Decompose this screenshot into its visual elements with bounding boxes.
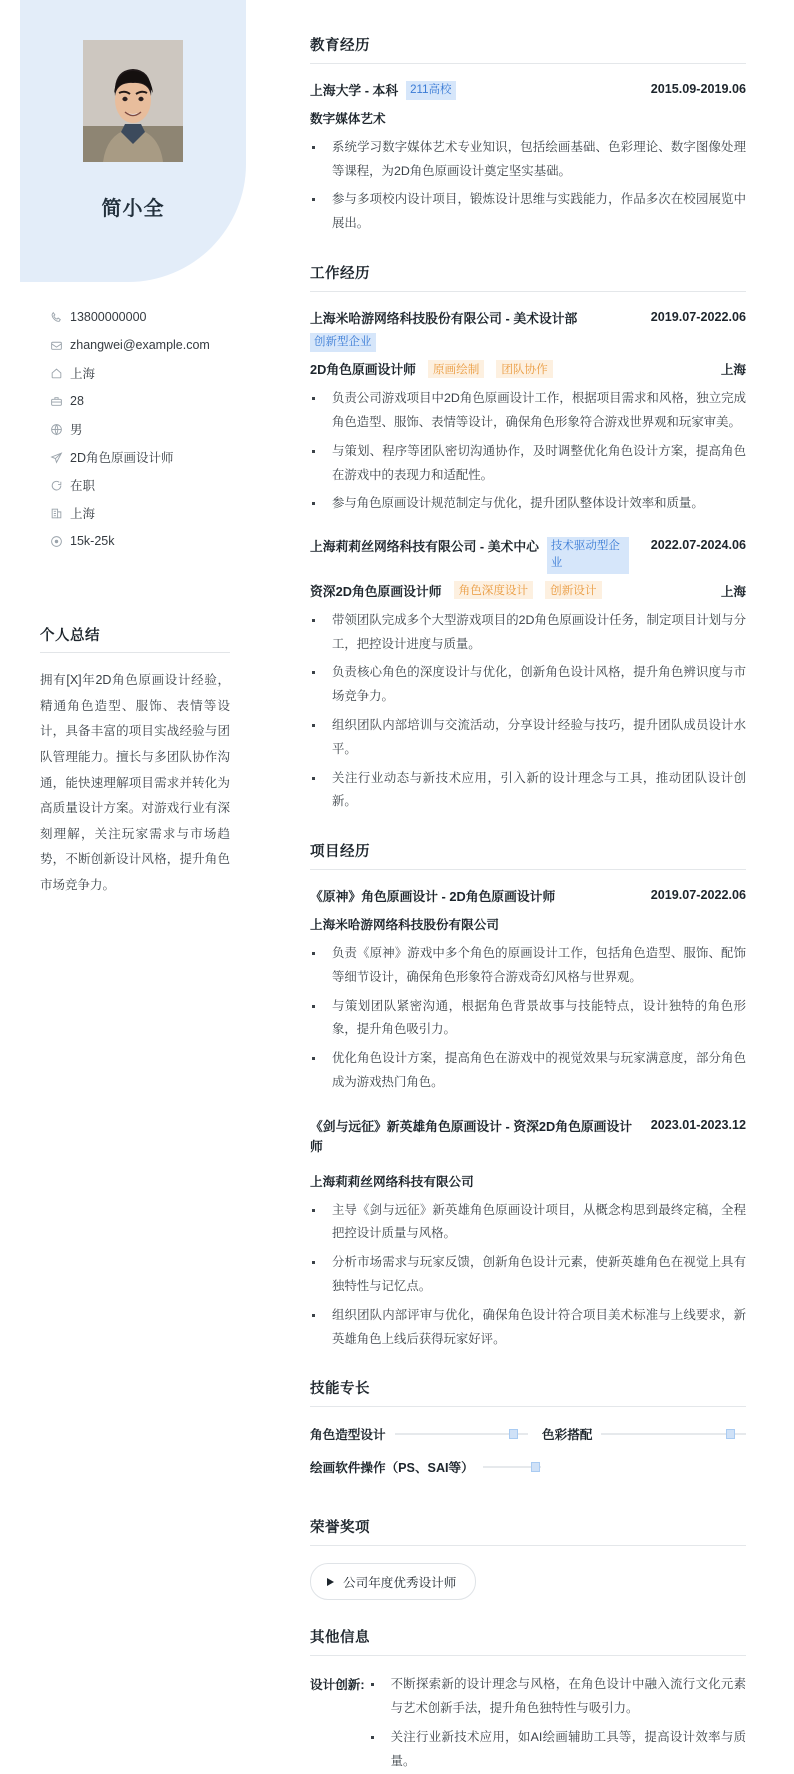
slider-thumb[interactable] bbox=[726, 1429, 735, 1439]
contact-item-status bbox=[50, 471, 265, 499]
slider-thumb[interactable] bbox=[531, 1462, 540, 1472]
skill-label: 角色造型设计 bbox=[310, 1428, 386, 1443]
list-item: 组织团队内部培训与交流活动，分享设计经验与技巧，提升团队成员设计水平。 bbox=[310, 714, 746, 762]
contact-item-email bbox=[50, 331, 265, 359]
skill-level-slider[interactable] bbox=[601, 1427, 746, 1441]
other-info-heading: 其他信息 bbox=[310, 1626, 746, 1656]
contact-item-position bbox=[50, 443, 265, 471]
contact-item-hometown bbox=[50, 359, 265, 387]
summary-heading: 个人总结 bbox=[40, 624, 230, 653]
target-icon bbox=[50, 535, 70, 548]
contact-value: 在职 bbox=[70, 479, 96, 493]
list-item: 优化角色设计方案，提高角色在游戏中的视觉效果与玩家满意度，部分角色成为游戏热门角色。 bbox=[310, 1047, 746, 1095]
projects-heading: 项目经历 bbox=[310, 840, 746, 870]
skill-tag: 角色深度设计 bbox=[454, 581, 534, 599]
education-date: 2015.09-2019.06 bbox=[650, 82, 746, 96]
project-date: 2019.07-2022.06 bbox=[650, 888, 746, 903]
contact-item-salary bbox=[50, 527, 265, 555]
company-name: 上海莉莉丝网络科技有限公司 - 美术中心 bbox=[310, 539, 539, 555]
resume-main-column bbox=[310, 34, 746, 1774]
projects-section bbox=[310, 840, 746, 1351]
list-item: 与策划团队紧密沟通，根据角色背景故事与技能特点，设计独特的角色形象，提升角色吸引力。 bbox=[310, 995, 746, 1043]
contact-item-phone bbox=[50, 303, 265, 331]
skill-label: 绘画软件操作（PS、SAI等） bbox=[310, 1461, 474, 1476]
skills-grid bbox=[310, 1424, 746, 1490]
company-name: 上海米哈游网络科技股份有限公司 - 美术设计部 bbox=[310, 311, 578, 327]
work-date: 2022.07-2024.06 bbox=[650, 538, 746, 553]
slider-track bbox=[395, 1433, 528, 1435]
slider-track bbox=[601, 1433, 746, 1435]
entry-left bbox=[310, 537, 645, 574]
mail-icon bbox=[50, 339, 70, 352]
profile-photo-panel bbox=[20, 0, 246, 282]
work-city: 上海 bbox=[720, 363, 746, 378]
work-heading: 工作经历 bbox=[310, 262, 746, 292]
entry-left bbox=[310, 81, 645, 101]
project-entry bbox=[310, 887, 746, 1095]
entry-header bbox=[310, 309, 746, 352]
entry-header bbox=[310, 537, 746, 574]
project-bullets bbox=[310, 1199, 746, 1352]
other-info-section bbox=[310, 1626, 746, 1773]
list-item: 参与角色原画设计规范制定与优化，提升团队整体设计效率和质量。 bbox=[310, 492, 746, 516]
skill-label: 色彩搭配 bbox=[542, 1428, 593, 1443]
skill-item bbox=[310, 1457, 746, 1476]
entry-header bbox=[310, 1117, 746, 1157]
contact-value: 2D角色原画设计师 bbox=[70, 451, 174, 465]
play-triangle-icon bbox=[327, 1578, 334, 1586]
contact-list bbox=[50, 303, 265, 555]
entry-left bbox=[310, 309, 645, 352]
skill-level-slider[interactable] bbox=[483, 1460, 541, 1474]
work-date: 2019.07-2022.06 bbox=[650, 310, 746, 325]
paper-plane-icon bbox=[50, 451, 70, 464]
project-company: 上海莉莉丝网络科技有限公司 bbox=[310, 1174, 474, 1189]
skill-tag: 团队协作 bbox=[496, 360, 552, 378]
entry-role-row bbox=[310, 359, 746, 378]
avatar bbox=[83, 40, 183, 162]
role-wrap bbox=[310, 359, 553, 378]
project-name: 《剑与远征》新英雄角色原画设计 - 资深2D角色原画设计师 bbox=[310, 1118, 633, 1154]
education-bullets bbox=[310, 136, 746, 236]
refresh-icon bbox=[50, 479, 70, 492]
other-info-bullets bbox=[369, 1673, 746, 1773]
profile-sidebar bbox=[0, 0, 285, 1522]
skill-tag: 原画绘制 bbox=[428, 360, 484, 378]
list-item: 关注行业新技术应用，如AI绘画辅助工具等，提高设计效率与质量。 bbox=[369, 1726, 746, 1774]
entry-left bbox=[310, 1117, 645, 1157]
list-item: 带领团队完成多个大型游戏项目的2D角色原画设计任务，制定项目计划与分工，把控设计进度与质量。 bbox=[310, 609, 746, 657]
contact-value: 13800000000 bbox=[70, 310, 147, 324]
list-item: 参与多项校内设计项目，锻炼设计思维与实践能力，作品多次在校园展览中展出。 bbox=[310, 188, 746, 236]
phone-icon bbox=[50, 311, 70, 324]
portrait-photo-icon bbox=[83, 40, 183, 162]
building-icon bbox=[50, 507, 70, 520]
list-item: 主导《剑与远征》新英雄角色原画设计项目，从概念构思到最终定稿，全程把控设计质量与风格。 bbox=[310, 1199, 746, 1247]
company-tag: 创新型企业 bbox=[310, 333, 376, 352]
education-section bbox=[310, 34, 746, 236]
home-icon bbox=[50, 367, 70, 380]
slider-thumb[interactable] bbox=[509, 1429, 518, 1439]
list-item: 组织团队内部评审与优化，确保角色设计符合项目美术标准与上线要求，新英雄角色上线后获得玩家好评。 bbox=[310, 1304, 746, 1352]
briefcase-icon bbox=[50, 395, 70, 408]
role-wrap bbox=[310, 581, 602, 600]
other-info-group bbox=[310, 1673, 746, 1773]
list-item: 分析市场需求与玩家反馈，创新角色设计元素，使新英雄角色在视觉上具有独特性与记忆点。 bbox=[310, 1251, 746, 1299]
list-item: 负责核心角色的深度设计与优化，创新角色设计风格，提升角色辨识度与市场竞争力。 bbox=[310, 661, 746, 709]
education-major: 数字媒体艺术 bbox=[310, 111, 386, 126]
company-tag: 技术驱动型企业 bbox=[547, 537, 629, 574]
project-company: 上海米哈游网络科技股份有限公司 bbox=[310, 918, 499, 933]
summary-text: 拥有[X]年2D角色原画设计经验，精通角色造型、服饰、表情等设计，具备丰富的项目实战经验与团队管理能力。擅长与多团队协作沟通，能快速理解项目需求并转化为高质量设计方案。对游戏行业有深刻理解，关注玩家需求与市场趋势，不断创新设计风格，提升角色市场竞争力。 bbox=[40, 673, 230, 892]
project-entry bbox=[310, 1117, 746, 1352]
awards-section bbox=[310, 1516, 746, 1600]
contact-item-age bbox=[50, 387, 265, 415]
project-bullets bbox=[310, 942, 746, 1095]
entry-role-row bbox=[310, 581, 746, 600]
list-item: 负责《原神》游戏中多个角色的原画设计工作，包括角色造型、服饰、配饰等细节设计，确保角色形象符合游戏奇幻风格与世界观。 bbox=[310, 942, 746, 990]
contact-value: zhangwei@example.com bbox=[70, 338, 210, 352]
work-entry bbox=[310, 537, 746, 814]
education-heading: 教育经历 bbox=[310, 34, 746, 64]
awards-heading: 荣誉奖项 bbox=[310, 1516, 746, 1546]
entry-left bbox=[310, 887, 645, 907]
work-bullets bbox=[310, 387, 746, 516]
job-title: 资深2D角色原画设计师 bbox=[310, 583, 442, 599]
entry-header bbox=[310, 81, 746, 101]
contact-value: 28 bbox=[70, 394, 84, 408]
globe-icon bbox=[50, 423, 70, 436]
award-label: 公司年度优秀设计师 bbox=[343, 1576, 457, 1591]
job-title: 2D角色原画设计师 bbox=[310, 362, 416, 378]
contact-value: 上海 bbox=[70, 367, 96, 381]
skills-heading: 技能专长 bbox=[310, 1377, 746, 1407]
education-entry bbox=[310, 81, 746, 236]
skills-section bbox=[310, 1377, 746, 1490]
skill-tag: 创新设计 bbox=[545, 581, 601, 599]
contact-item-location bbox=[50, 499, 265, 527]
work-city: 上海 bbox=[720, 584, 746, 599]
list-item: 不断探索新的设计理念与风格，在角色设计中融入流行文化元素与艺术创新手法，提升角色独特性与吸引力。 bbox=[369, 1673, 746, 1721]
work-entry bbox=[310, 309, 746, 516]
contact-value: 上海 bbox=[70, 507, 96, 521]
skill-item bbox=[528, 1424, 746, 1443]
work-bullets bbox=[310, 609, 746, 815]
work-section bbox=[310, 262, 746, 814]
list-item: 关注行业动态与新技术应用，引入新的设计理念与工具，推动团队设计创新。 bbox=[310, 767, 746, 815]
personal-summary-section bbox=[40, 624, 230, 899]
project-date: 2023.01-2023.12 bbox=[650, 1117, 746, 1132]
contact-value: 男 bbox=[70, 423, 83, 437]
person-name: 简小全 bbox=[101, 198, 165, 220]
list-item: 系统学习数字媒体艺术专业知识，包括绘画基础、色彩理论、数字图像处理等课程，为2D角色原画设计奠定坚实基础。 bbox=[310, 136, 746, 184]
award-chip[interactable] bbox=[310, 1563, 476, 1600]
skill-item bbox=[310, 1424, 528, 1443]
other-info-label: 设计创新: bbox=[310, 1678, 365, 1693]
entry-header bbox=[310, 887, 746, 907]
list-item: 与策划、程序等团队密切沟通协作，及时调整优化角色设计方案，提高角色在游戏中的表现力和适配性。 bbox=[310, 440, 746, 488]
project-name: 《原神》角色原画设计 - 2D角色原画设计师 bbox=[310, 889, 556, 905]
school-name: 上海大学 - 本科 bbox=[310, 83, 399, 98]
contact-value: 15k-25k bbox=[70, 534, 115, 548]
list-item: 负责公司游戏项目中2D角色原画设计工作，根据项目需求和风格，独立完成角色造型、服饰、表情等设计，确保角色形象符合游戏世界观和玩家审美。 bbox=[310, 387, 746, 435]
contact-item-gender bbox=[50, 415, 265, 443]
school-tag: 211高校 bbox=[406, 81, 455, 100]
skill-level-slider[interactable] bbox=[395, 1427, 528, 1441]
